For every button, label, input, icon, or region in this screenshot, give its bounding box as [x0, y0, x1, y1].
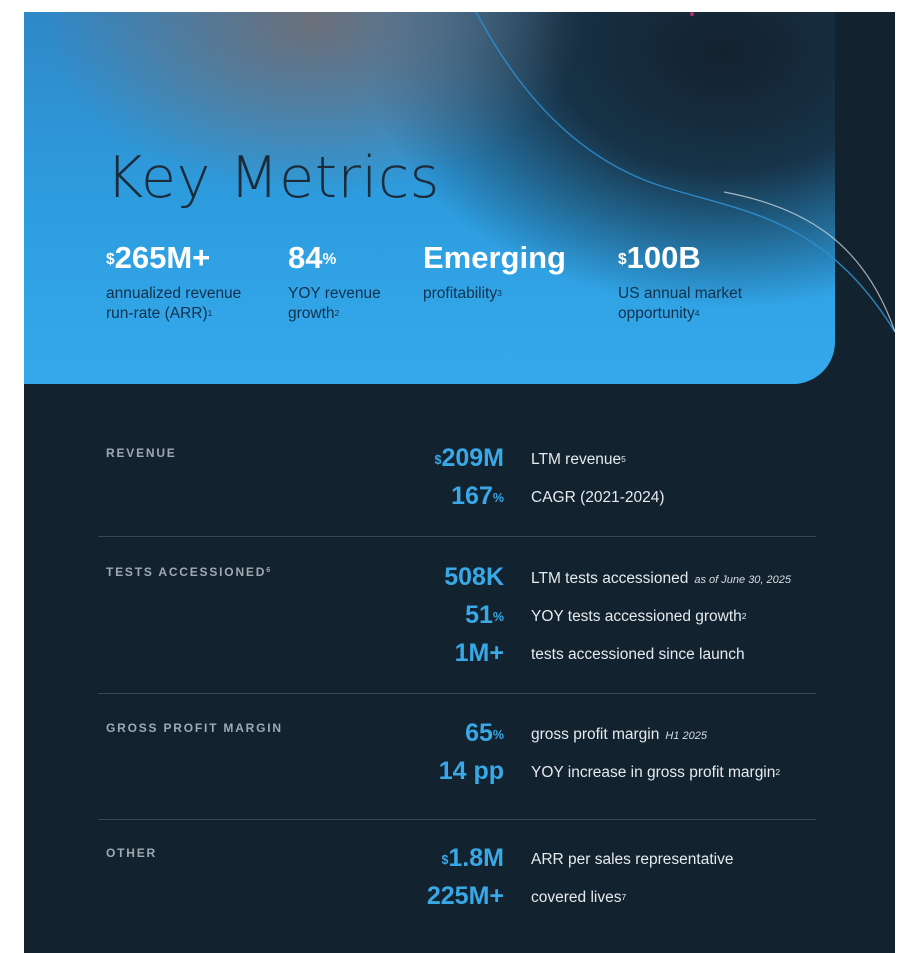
metric-description: YOY tests accessioned growth$^2$: [531, 608, 747, 625]
hero-metric-value: Emerging: [423, 240, 566, 275]
metric-value: 14 pp: [438, 757, 504, 785]
metric-value: 65%: [465, 719, 504, 747]
metric-row: [98, 560, 816, 598]
hero-metric-label: YOY revenue growth$^2$: [288, 285, 381, 322]
metric-description: tests accessioned since launch: [531, 646, 745, 663]
section-revenue: [98, 446, 816, 526]
hero-metric-profitability: [423, 238, 566, 304]
section-divider: [98, 536, 816, 537]
metric-row: [98, 754, 816, 792]
metric-row: [98, 879, 816, 917]
hero-panel: [24, 12, 835, 384]
section-heading: REVENUE: [106, 446, 177, 460]
hero-metric-label: profitability$^3$: [423, 285, 502, 302]
metric-row: [98, 841, 816, 879]
metric-value: 1M+: [454, 639, 504, 667]
section-other: [98, 846, 816, 926]
metric-value: $1.8M: [441, 844, 504, 872]
metric-row: [98, 598, 816, 636]
section-divider: [98, 693, 816, 694]
metric-description: LTM tests accessioned as of June 30, 2025: [531, 570, 792, 587]
metric-row: [98, 636, 816, 674]
metric-value: 508K: [444, 563, 504, 591]
hero-metric-market-opportunity: [618, 238, 742, 324]
metric-description: YOY increase in gross profit margin$^2$: [531, 764, 781, 781]
page-title: Key Metrics: [106, 145, 440, 211]
hero-metric-revenue-growth: [288, 238, 381, 324]
key-metrics-page: [24, 12, 895, 953]
hero-metric-value: $100B: [618, 240, 701, 275]
hero-metric-label: annualized revenue run-rate (ARR)$^1$: [106, 285, 242, 322]
metric-description: CAGR (2021-2024): [531, 489, 665, 506]
section-gross-profit-margin: [98, 721, 816, 801]
hero-metric-arr: [106, 238, 241, 324]
hero-metric-label: US annual market opportunity$^4$: [618, 285, 743, 322]
section-heading: OTHER: [106, 846, 157, 860]
metric-description: ARR per sales representative: [531, 851, 734, 868]
metric-description: covered lives$^7$: [531, 889, 627, 906]
section-divider: [98, 819, 816, 820]
metric-description: gross profit margin H1 2025: [531, 726, 707, 743]
metric-description: LTM revenue$^5$: [531, 451, 626, 468]
hero-metric-value: $265M+: [106, 240, 211, 275]
metric-row: [98, 716, 816, 754]
section-heading: GROSS PROFIT MARGIN: [106, 721, 283, 735]
section-heading: TESTS ACCESSIONED$^6$: [106, 565, 272, 579]
metric-row: [98, 441, 816, 479]
section-tests-accessioned: [98, 565, 816, 685]
metric-value: 167%: [451, 482, 504, 510]
hero-metric-value: 84%: [288, 240, 337, 275]
metric-value: 225M+: [426, 882, 504, 910]
metric-value: 51%: [465, 601, 504, 629]
metric-value: $209M: [434, 444, 504, 472]
metric-row: [98, 479, 816, 517]
